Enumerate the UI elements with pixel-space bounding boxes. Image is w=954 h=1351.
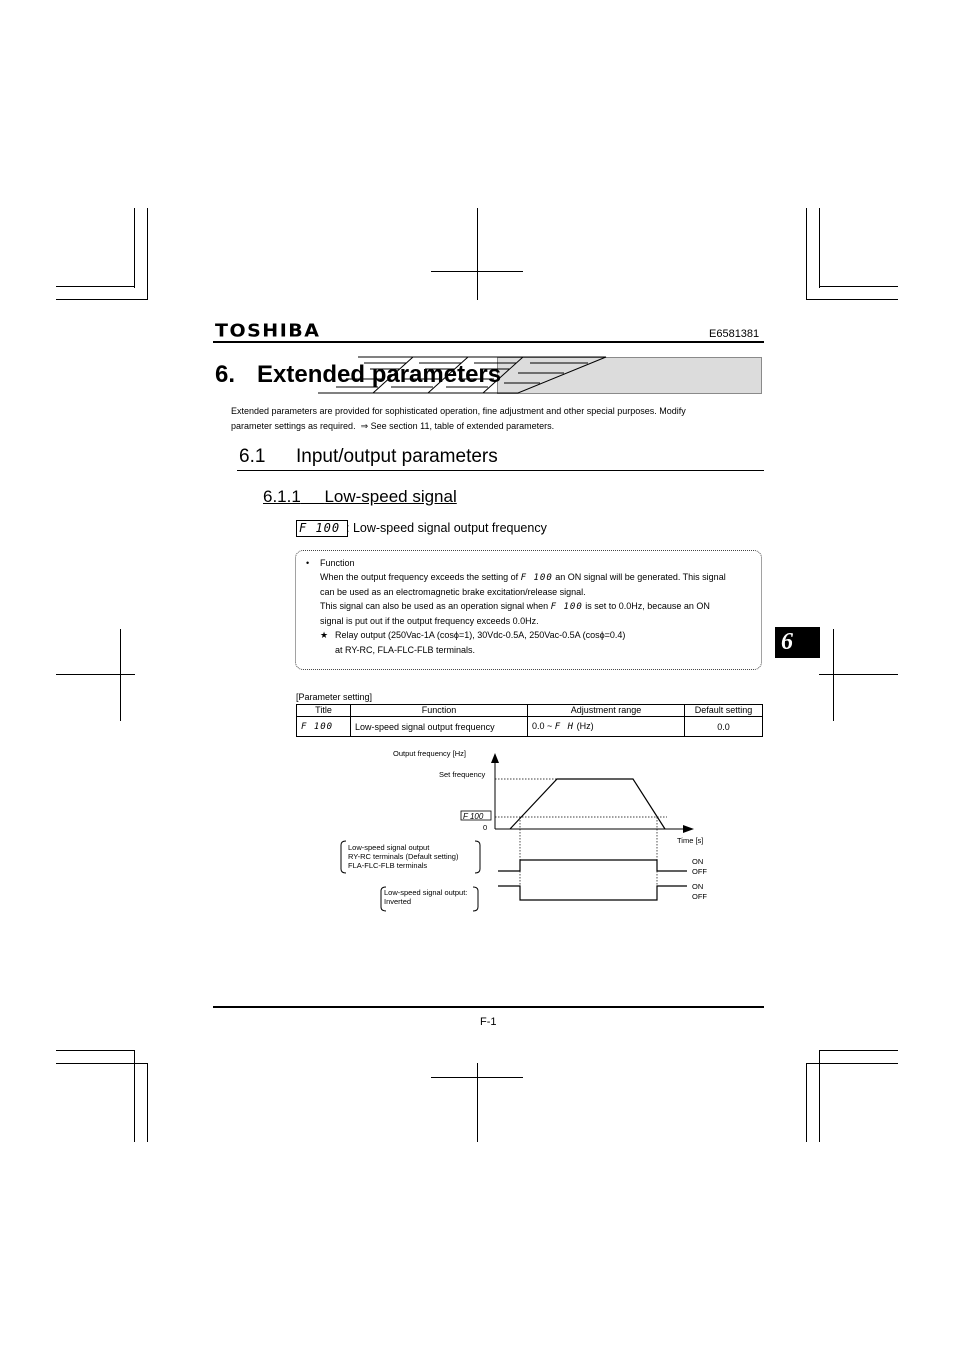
function-line-4: signal is put out if the output frequency exceeds 0.0Hz.	[320, 616, 539, 626]
x-axis-arrow-icon	[683, 825, 694, 833]
legend-bracket-right	[475, 841, 480, 873]
function-line-6: at RY-RC, FLA-FLC-FLB terminals.	[335, 645, 476, 655]
table-row	[297, 717, 763, 737]
chapter-side-tab: 6	[775, 627, 820, 658]
legend-line: FLA-FLC-FLB terminals	[348, 861, 428, 870]
table-cell-default: 0.0	[685, 717, 763, 737]
legend-bracket-left	[341, 841, 346, 873]
off-label: OFF	[692, 892, 707, 901]
off-label: OFF	[692, 867, 707, 876]
legend-line: RY-RC terminals (Default setting)	[348, 852, 459, 861]
table-header-cell: Title	[297, 705, 351, 717]
chapter-title: Extended parameters	[257, 361, 502, 388]
table-header-cell: Adjustment range	[528, 705, 685, 717]
legend-line: Low-speed signal output:	[384, 888, 468, 897]
parameter-setting-label: [Parameter setting]	[296, 692, 373, 702]
on-label: ON	[692, 882, 704, 891]
table-cell-function: Low-speed signal output frequency	[351, 717, 528, 737]
table-cell-range: 0.0 ~ F H (Hz)	[528, 717, 685, 737]
threshold-label: F 100	[463, 812, 484, 821]
star-icon: ★	[320, 630, 329, 640]
parameter-description: : Low-speed signal output frequency	[346, 521, 547, 535]
section-rule	[237, 470, 764, 471]
table-header-row	[297, 705, 763, 717]
section-title: Input/output parameters	[296, 446, 498, 467]
brand-logo: TOSHIBA	[215, 320, 321, 342]
y-axis-arrow-icon	[491, 753, 499, 763]
legend-line: Inverted	[384, 897, 412, 906]
frequency-profile	[510, 779, 665, 829]
function-line-2: can be used as an electromagnetic brake excitation/release signal.	[320, 587, 586, 597]
set-frequency-label: Set frequency	[439, 770, 486, 779]
parameter-setting-table	[296, 704, 763, 737]
document-code: E6581381	[709, 328, 760, 340]
section-number: 6.1	[239, 446, 266, 467]
inline-parameter-code: F 100	[520, 573, 553, 583]
table-header-cell: Function	[351, 705, 528, 717]
table-cell-title: F 100	[297, 717, 351, 737]
function-line-5: Relay output (250Vac-1A (cosϕ=1), 30Vdc-0.5A, 250Vac-0.5A (cosϕ=0.4)	[335, 630, 626, 640]
intro-line-1: Extended parameters are provided for sophisticated operation, fine adjustment and other special purposes. Modify	[231, 406, 686, 416]
chapter-number: 6.	[215, 361, 236, 388]
legend-line: Low-speed signal output	[348, 843, 430, 852]
function-line-1: When the output frequency exceeds the setting of F 100 an ON signal will be generated. This signal	[320, 572, 726, 583]
x-axis-label: Time [s]	[677, 836, 704, 845]
function-bullet: •	[306, 558, 310, 568]
intro-paragraph	[231, 404, 751, 434]
intro-line-2: parameter settings as required. ⇒ See section 11, table of extended parameters.	[231, 421, 555, 431]
y-axis-label: Output frequency [Hz]	[393, 749, 466, 758]
legend-bracket-right	[473, 887, 478, 911]
function-line-3: This signal can also be used as an operation signal when F 100 is set to 0.0Hz, because an ON	[320, 601, 710, 612]
subsection-heading: 6.1.1 Low-speed signal	[263, 487, 457, 506]
function-heading: Function	[320, 558, 355, 568]
footer-rule	[213, 1006, 764, 1008]
page-number: F-1	[480, 1016, 497, 1028]
low-speed-signal-waveform	[498, 860, 687, 871]
on-label: ON	[692, 857, 704, 866]
origin-label: 0	[483, 823, 488, 832]
timing-diagram	[330, 745, 730, 920]
inverted-signal-waveform	[498, 886, 687, 900]
inline-parameter-code: F 100	[550, 602, 583, 612]
header-rule	[213, 341, 764, 343]
right-arrow-icon: ⇒	[360, 421, 369, 431]
intro-reference: See section 11, table of extended parameters.	[370, 421, 555, 431]
parameter-code-box: F 100	[296, 520, 348, 537]
table-header-cell: Default setting	[685, 705, 763, 717]
